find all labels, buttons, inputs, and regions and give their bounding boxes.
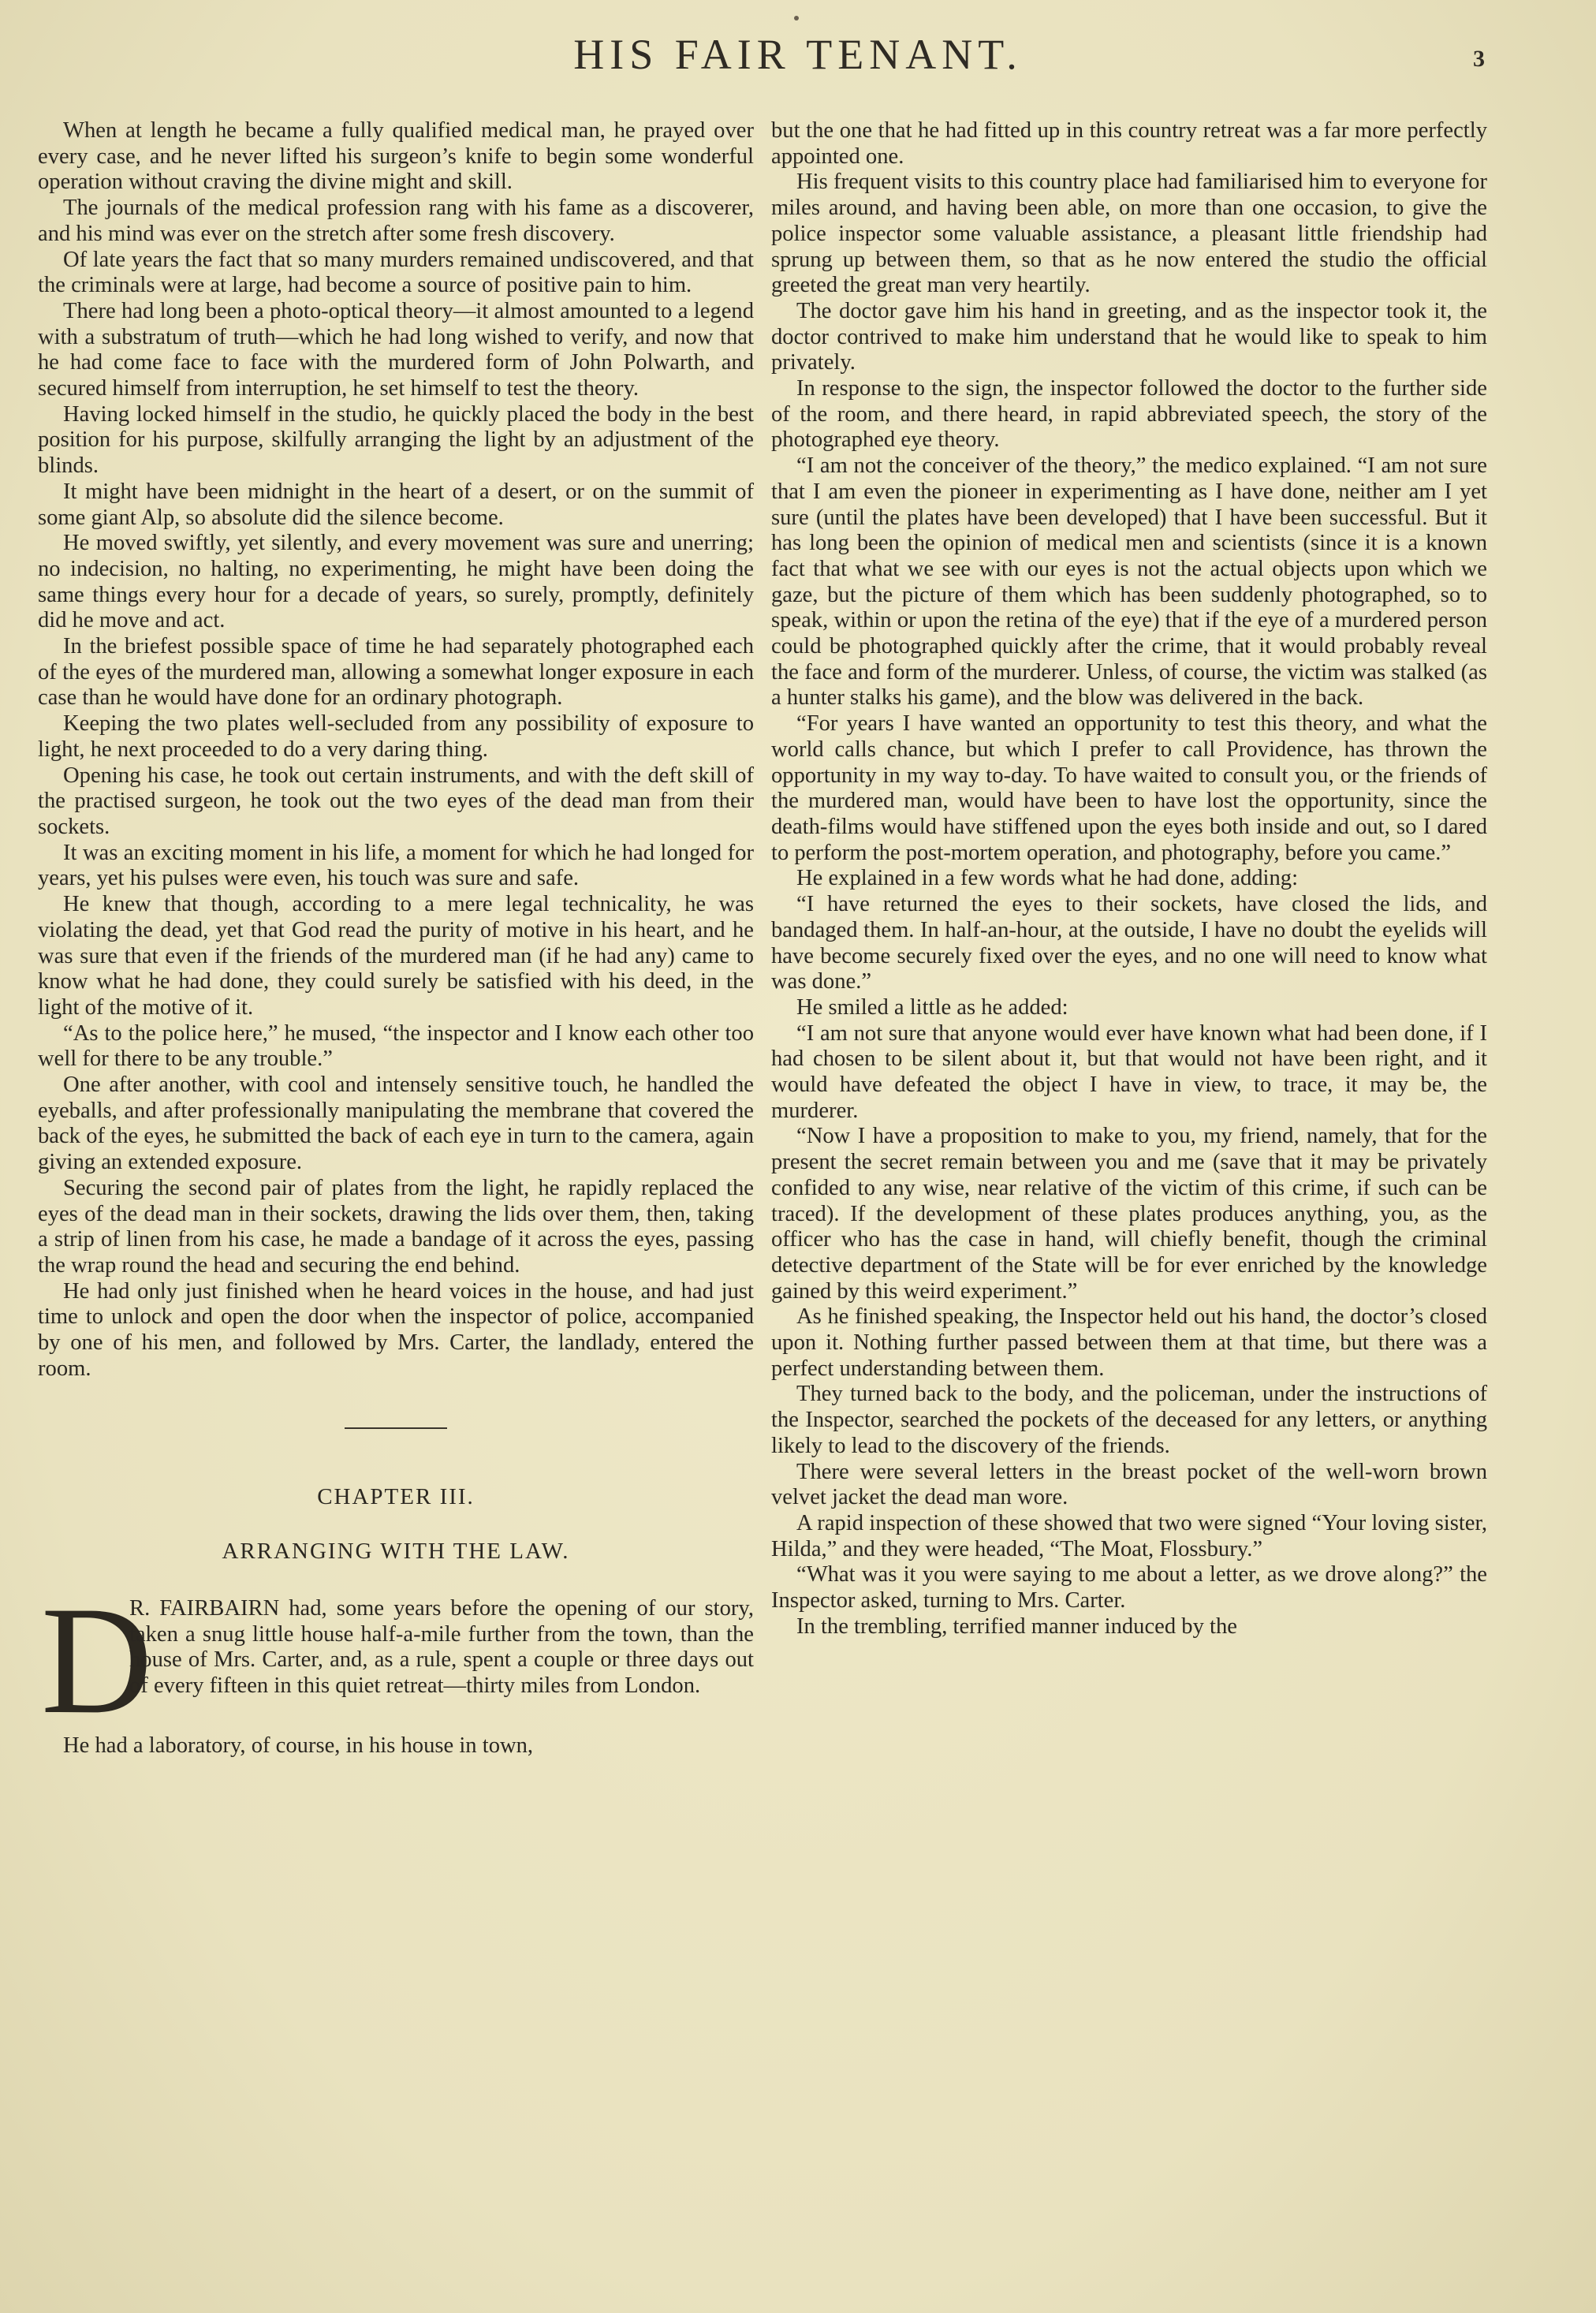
right-column	[771, 118, 1487, 1640]
paragraph: “I am not the conceiver of the theory,” the medico explained. “I am not sure that I am even the pioneer in experimenting as I have done, neither am I yet sure (until the plates have been developed) that I have been successful. But it has long been the opinion of medical men and scientists (since it is a known fact that what we see with our eyes is not the actual objects upon which we gaze, but the picture of them which has been suddenly photographed, so to speak, within or upon the retina of the eye) that if the eye of a murdered person could be photographed quickly after the crime, that it would probably reveal the face and form of the murderer. Unless, of course, the victim was stalked (as a hunter stalks his game), and the blow was delivered in the back.	[771, 453, 1487, 711]
page-mark	[794, 16, 799, 21]
left-column	[38, 118, 754, 1759]
paragraph: Opening his case, he took out certain instruments, and with the deft skill of the practised surgeon, he took out the two eyes of the dead man from their sockets.	[38, 763, 754, 839]
paragraph: One after another, with cool and intensely sensitive touch, he handled the eyeballs, and after professionally manipulating the membrane that covered the back of the eyes, he submitted the back of each eye in turn to the camera, again giving an extended exposure.	[38, 1073, 754, 1175]
section-divider	[345, 1427, 447, 1429]
paragraph: Keeping the two plates well-secluded from any possibility of exposure to light, he next proceeded to do a very daring thing.	[38, 711, 754, 762]
paragraph: It was an exciting moment in his life, a moment for which he had longed for years, yet his pulses were even, his touch was sure and safe.	[38, 840, 754, 891]
paragraph: It might have been midnight in the heart of a desert, or on the summit of some giant Alp, so absolute did the silence become.	[38, 479, 754, 530]
paragraph: The journals of the medical profession rang with his fame as a discoverer, and his mind was ever on the stretch after some fresh discovery.	[38, 196, 754, 246]
paragraph: A rapid inspection of these showed that two were signed “Your loving sister, Hilda,” and they were headed, “The Moat, Flossbury.”	[771, 1510, 1487, 1561]
paragraph: There were several letters in the breast pocket of the well-worn brown velvet jacket the dead man wore.	[771, 1459, 1487, 1510]
paragraph: In response to the sign, the inspector followed the doctor to the further side of the room, and there heard, in rapid abbreviated speech, the story of the photographed eye theory.	[771, 376, 1487, 453]
paragraph: Of late years the fact that so many murders remained undiscovered, and that the criminals were at large, had become a source of positive pain to him.	[38, 247, 754, 298]
paragraph: “Now I have a proposition to make to you, my friend, namely, that for the present the secret remain between you and me (save that it may be privately confided to any wise, near relative of the victim of this crime, if such can be traced). If the development of these plates produces anything, you, as the officer who has the case in hand, will chiefly benefit, though the criminal detective department of the State will be for ever enriched by the knowledge gained by this weird experiment.”	[771, 1124, 1487, 1304]
paragraph: “I am not sure that anyone would ever have known what had been done, if I had chosen to be silent about it, but that would not have been right, and it would have defeated the object I have in view, to trace, it may be, the murderer.	[771, 1020, 1487, 1123]
paragraph: “As to the police here,” he mused, “the inspector and I know each other too well for there to be any trouble.”	[38, 1020, 754, 1072]
paragraph: “What was it you were saying to me about a letter, as we drove along?” the Inspector asked, turning to Mrs. Carter.	[771, 1562, 1487, 1614]
paragraph: His frequent visits to this country place had familiarised him to everyone for miles around, and having been able, on more than one occasion, to give the police inspector some valuable assistance, a pleasant little friendship had sprung up between them, so that as he now entered the studio the official greeted the great man very heartily.	[771, 170, 1487, 298]
chapter-title: ARRANGING WITH THE LAW.	[222, 1539, 570, 1565]
opening-paragraph-text: R. FAIRBAIRN had, some years before the opening of our story, taken a snug little house half-a-mile further from the town, than the house of Mrs. Carter, and, as a rule, spent a couple or three days out of every fifteen in this quiet retreat—thirty miles from London.	[129, 1595, 754, 1698]
paragraph: As he finished speaking, the Inspector held out his hand, the doctor’s closed upon it. Nothing further passed between them at that time, but there was a perfect understanding between them.	[771, 1304, 1487, 1381]
paragraph: Having locked himself in the studio, he quickly placed the body in the best position for his purpose, skilfully arranging the light by an adjustment of the blinds.	[38, 401, 754, 479]
paragraph: He explained in a few words what he had done, adding:	[796, 866, 1299, 891]
paragraph: In the briefest possible space of time he had separately photographed each of the eyes of the murdered man, allowing a somewhat longer exposure in each case than he would have done for an ordinary photograph.	[38, 634, 754, 711]
paragraph: “For years I have wanted an opportunity to test this theory, and what the world calls chance, but which I prefer to call Providence, has thrown the opportunity in my way to-day. To have waited to consult you, or the friends of the murdered man, would have been to have lost the opportunity, since the death-films would have stiffened upon the eyes both inside and out, so I dared to perform the post-mortem operation, and photography, before you came.”	[771, 711, 1487, 865]
paragraph: The doctor gave him his hand in greeting, and as the inspector took it, the doctor contrived to make him understand that he would like to speak to him privately.	[771, 298, 1487, 375]
page-number: 3	[1473, 46, 1485, 72]
paragraph: Securing the second pair of plates from the light, he rapidly replaced the eyes of the dead man in their sockets, drawing the lids over them, then, taking a strip of linen from his case, he made a bandage of it across the eyes, passing the wrap round the head and securing the end behind.	[38, 1175, 754, 1278]
paragraph: He knew that though, according to a mere legal technicality, he was violating the dead, yet that God read the purity of motive in his heart, and he was sure that even if the friends of the murdered man (if he had any) came to know what he had done, they could surely be satisfied with his deed, in the light of the motive of it.	[38, 892, 754, 1020]
paragraph: He smiled a little as he added:	[796, 994, 1068, 1020]
continued-paragraph: but the one that he had fitted up in this country retreat was a far more perfectly appointed one.	[771, 118, 1487, 169]
paragraph: He had a laboratory, of course, in his house in town,	[63, 1733, 534, 1758]
paragraph: They turned back to the body, and the policeman, under the instructions of the Inspector, searched the pockets of the deceased for any letters, or anything likely to lead to the discovery of the friends.	[771, 1382, 1487, 1458]
paragraph: He had only just finished when he heard voices in the house, and had just time to unlock and open the door when the inspector of police, accompanied by one of his men, and followed by Mrs. Carter, the landlady, entered the room.	[38, 1278, 754, 1381]
paragraph: In the trembling, terrified manner induced by the	[796, 1614, 1237, 1639]
drop-cap: D	[41, 1574, 153, 1746]
paragraph: He moved swiftly, yet silently, and every movement was sure and unerring; no indecision, no halting, no experimenting, he might have been doing the same things every hour for a decade of years, so surely, promptly, definitely did he move and act.	[38, 531, 754, 633]
paragraph: “I have returned the eyes to their sockets, have closed the lids, and bandaged them. In half-an-hour, at the outside, I have no doubt the eyelids will have become securely fixed over the eyes, and no one will need to know what was done.”	[771, 892, 1487, 994]
running-header-title: HIS FAIR TENANT.	[573, 31, 1023, 78]
paragraph: When at length he became a fully qualified medical man, he prayed over every case, and he never lifted his surgeon’s knife to begin some wonderful operation without craving the divine might and skill.	[38, 118, 754, 195]
paragraph: There had long been a photo-optical theory—it almost amounted to a legend with a substratum of truth—which he had long wished to verify, and now that he had come face to face with the murdered form of John Polwarth, and secured himself from interruption, he set himself to test the theory.	[38, 298, 754, 401]
chapter-number: CHAPTER III.	[317, 1484, 475, 1510]
